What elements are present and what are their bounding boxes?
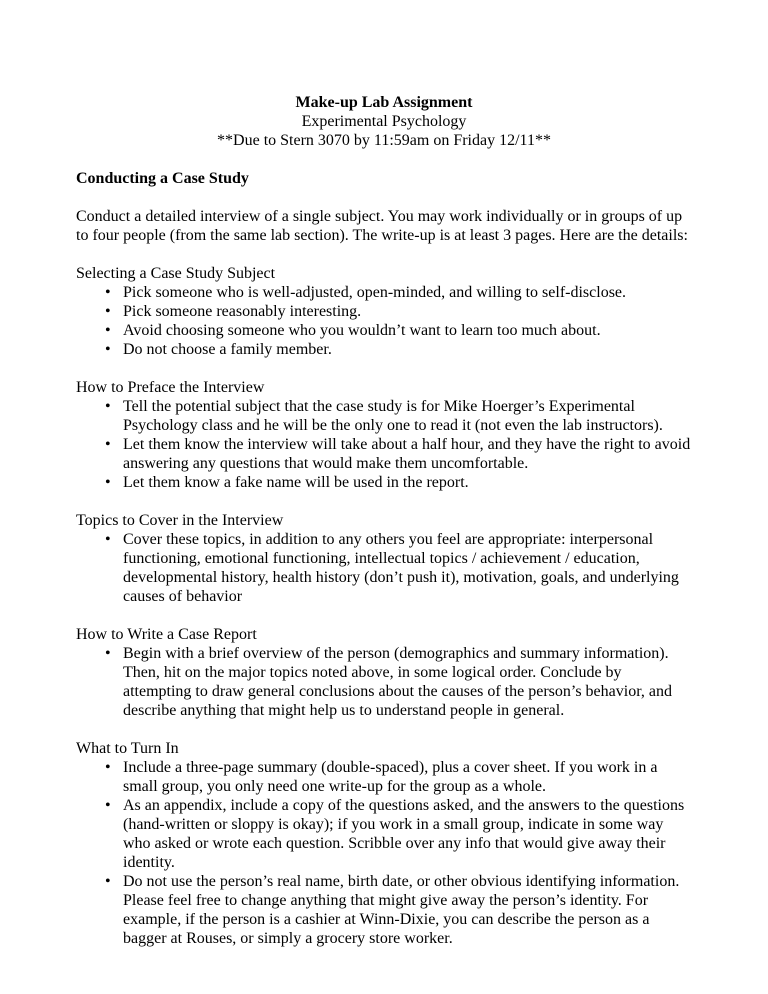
list-item: [76, 530, 692, 606]
bullet-icon: •: [105, 398, 111, 415]
document-page: [76, 93, 692, 948]
bullet-icon: •: [105, 284, 111, 301]
section-heading: What to Turn In: [76, 740, 179, 757]
due-date: **Due to Stern 3070 by 11:59am on Friday 12/11**: [217, 132, 551, 149]
list-item-text: As an appendix, include a copy of the questions asked, and the answers to the questions (hand-written or sloppy is okay); if you work in a small group, indicate in some way who asked or wrote each question. Scribble over any info that would give away their identity.: [123, 797, 685, 871]
spacer: [76, 359, 692, 378]
list-item-text: Pick someone reasonably interesting.: [123, 303, 362, 320]
bullet-icon: •: [105, 645, 111, 662]
list-item-text: Let them know a fake name will be used in the report.: [123, 474, 469, 491]
list-item-text: Do not choose a family member.: [123, 341, 332, 358]
section-title: Conducting a Case Study: [76, 170, 249, 187]
list-item: [76, 796, 692, 872]
spacer: [76, 245, 692, 264]
list-item: [76, 473, 692, 492]
course-name: Experimental Psychology: [301, 113, 467, 130]
bullet-icon: •: [105, 341, 111, 358]
list-item: [76, 644, 692, 720]
list-item-text: Pick someone who is well-adjusted, open-minded, and willing to self-disclose.: [123, 284, 627, 301]
bullet-icon: •: [105, 303, 111, 320]
section-heading: How to Preface the Interview: [76, 379, 265, 396]
bullet-icon: •: [105, 797, 111, 814]
bullet-list: [76, 530, 692, 606]
bullet-icon: •: [105, 436, 111, 453]
bullet-list: [76, 644, 692, 720]
list-item-text: Let them know the interview will take about a half hour, and they have the right to avoid answering any questions that would make them uncomfortable.: [123, 436, 691, 472]
list-item-text: Do not use the person’s real name, birth date, or other obvious identifying information. Please feel free to change anything that might give away the person’s identity. For example, if the person is a cashier at Winn-Dixie, you can describe the person as a bagger at Rouses, or simply a grocery store worker.: [123, 873, 680, 947]
list-item: [76, 340, 692, 359]
spacer: [76, 150, 692, 169]
spacer: [76, 188, 692, 207]
list-item: [76, 872, 692, 948]
list-item: [76, 283, 692, 302]
list-item-text: Tell the potential subject that the case study is for Mike Hoerger’s Experimental Psychology class and he will be the only one to read it (not even the lab instructors).: [123, 398, 663, 434]
assignment-title: Make-up Lab Assignment: [295, 94, 473, 111]
section-heading: Topics to Cover in the Interview: [76, 512, 284, 529]
instruction-sections: [76, 245, 692, 948]
bullet-list: [76, 758, 692, 948]
bullet-icon: •: [105, 531, 111, 548]
intro-paragraph: Conduct a detailed interview of a single subject. You may work individually or in groups of up to four people (from the same lab section). The write-up is at least 3 pages. Here are the details:: [76, 208, 688, 244]
section-heading: Selecting a Case Study Subject: [76, 265, 276, 282]
bullet-list: [76, 397, 692, 492]
bullet-icon: •: [105, 322, 111, 339]
list-item-text: Include a three-page summary (double-spaced), plus a cover sheet. If you work in a small group, you only need one write-up for the group as a whole.: [123, 759, 658, 795]
section-heading: How to Write a Case Report: [76, 626, 257, 643]
bullet-icon: •: [105, 474, 111, 491]
bullet-icon: •: [105, 873, 111, 890]
list-item: [76, 758, 692, 796]
spacer: [76, 492, 692, 511]
list-item: [76, 302, 692, 321]
document-header: [76, 93, 692, 150]
spacer: [76, 720, 692, 739]
list-item-text: Begin with a brief overview of the person (demographics and summary information). Then, hit on the major topics noted above, in some logical order. Conclude by attempting to draw general conclusions about the causes of the person’s behavior, and describe anything that might help us to understand people in general.: [123, 645, 672, 719]
bullet-list: [76, 283, 692, 359]
spacer: [76, 606, 692, 625]
bullet-icon: •: [105, 759, 111, 776]
list-item: [76, 321, 692, 340]
list-item-text: Avoid choosing someone who you wouldn’t want to learn too much about.: [123, 322, 601, 339]
list-item: [76, 435, 692, 473]
list-item: [76, 397, 692, 435]
list-item-text: Cover these topics, in addition to any others you feel are appropriate: interpersonal functioning, emotional functioning, intellectual topics / achievement / education, developmental history, health history (don’t push it), motivation, goals, and underlying causes of behavior: [123, 531, 679, 605]
